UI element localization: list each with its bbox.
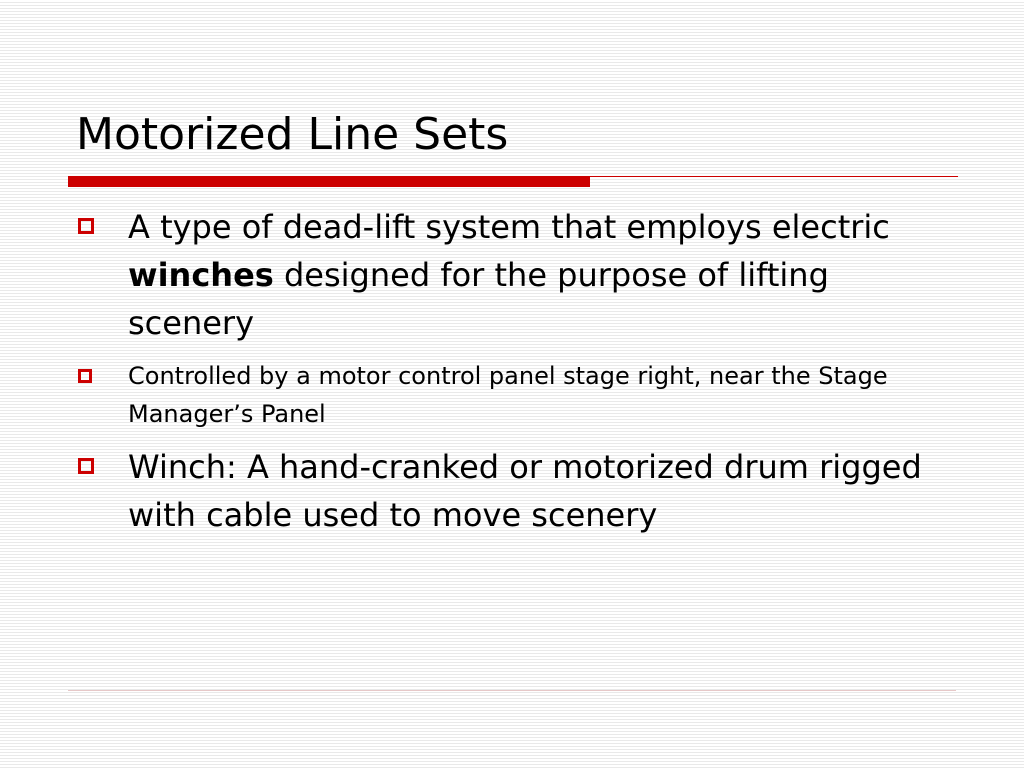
sub-bullet-item xyxy=(76,357,956,433)
bullet-list xyxy=(76,203,956,539)
bullet-item xyxy=(76,443,956,539)
bullet-bold-term: winches xyxy=(128,256,274,294)
sub-bullet-text: Controlled by a motor control panel stage right, near the Stage Manager’s Panel xyxy=(128,362,888,428)
bullet-text xyxy=(128,203,956,347)
hollow-square-bullet-icon xyxy=(78,458,94,474)
hollow-square-bullet-icon xyxy=(78,218,94,234)
footer-divider xyxy=(68,690,956,691)
bullet-item xyxy=(76,203,956,347)
bullet-text: Winch: A hand-cranked or motorized drum rigged with cable used to move scenery xyxy=(128,448,922,534)
title-underline-thick xyxy=(68,176,590,187)
title-underline-thin xyxy=(590,176,958,177)
hollow-square-bullet-icon xyxy=(78,369,92,383)
bullet-text-part: designed for the purpose of lifting scenery xyxy=(128,256,829,342)
slide-title: Motorized Line Sets xyxy=(76,109,509,160)
bullet-text-part: A type of dead-lift system that employs electric xyxy=(128,208,890,246)
